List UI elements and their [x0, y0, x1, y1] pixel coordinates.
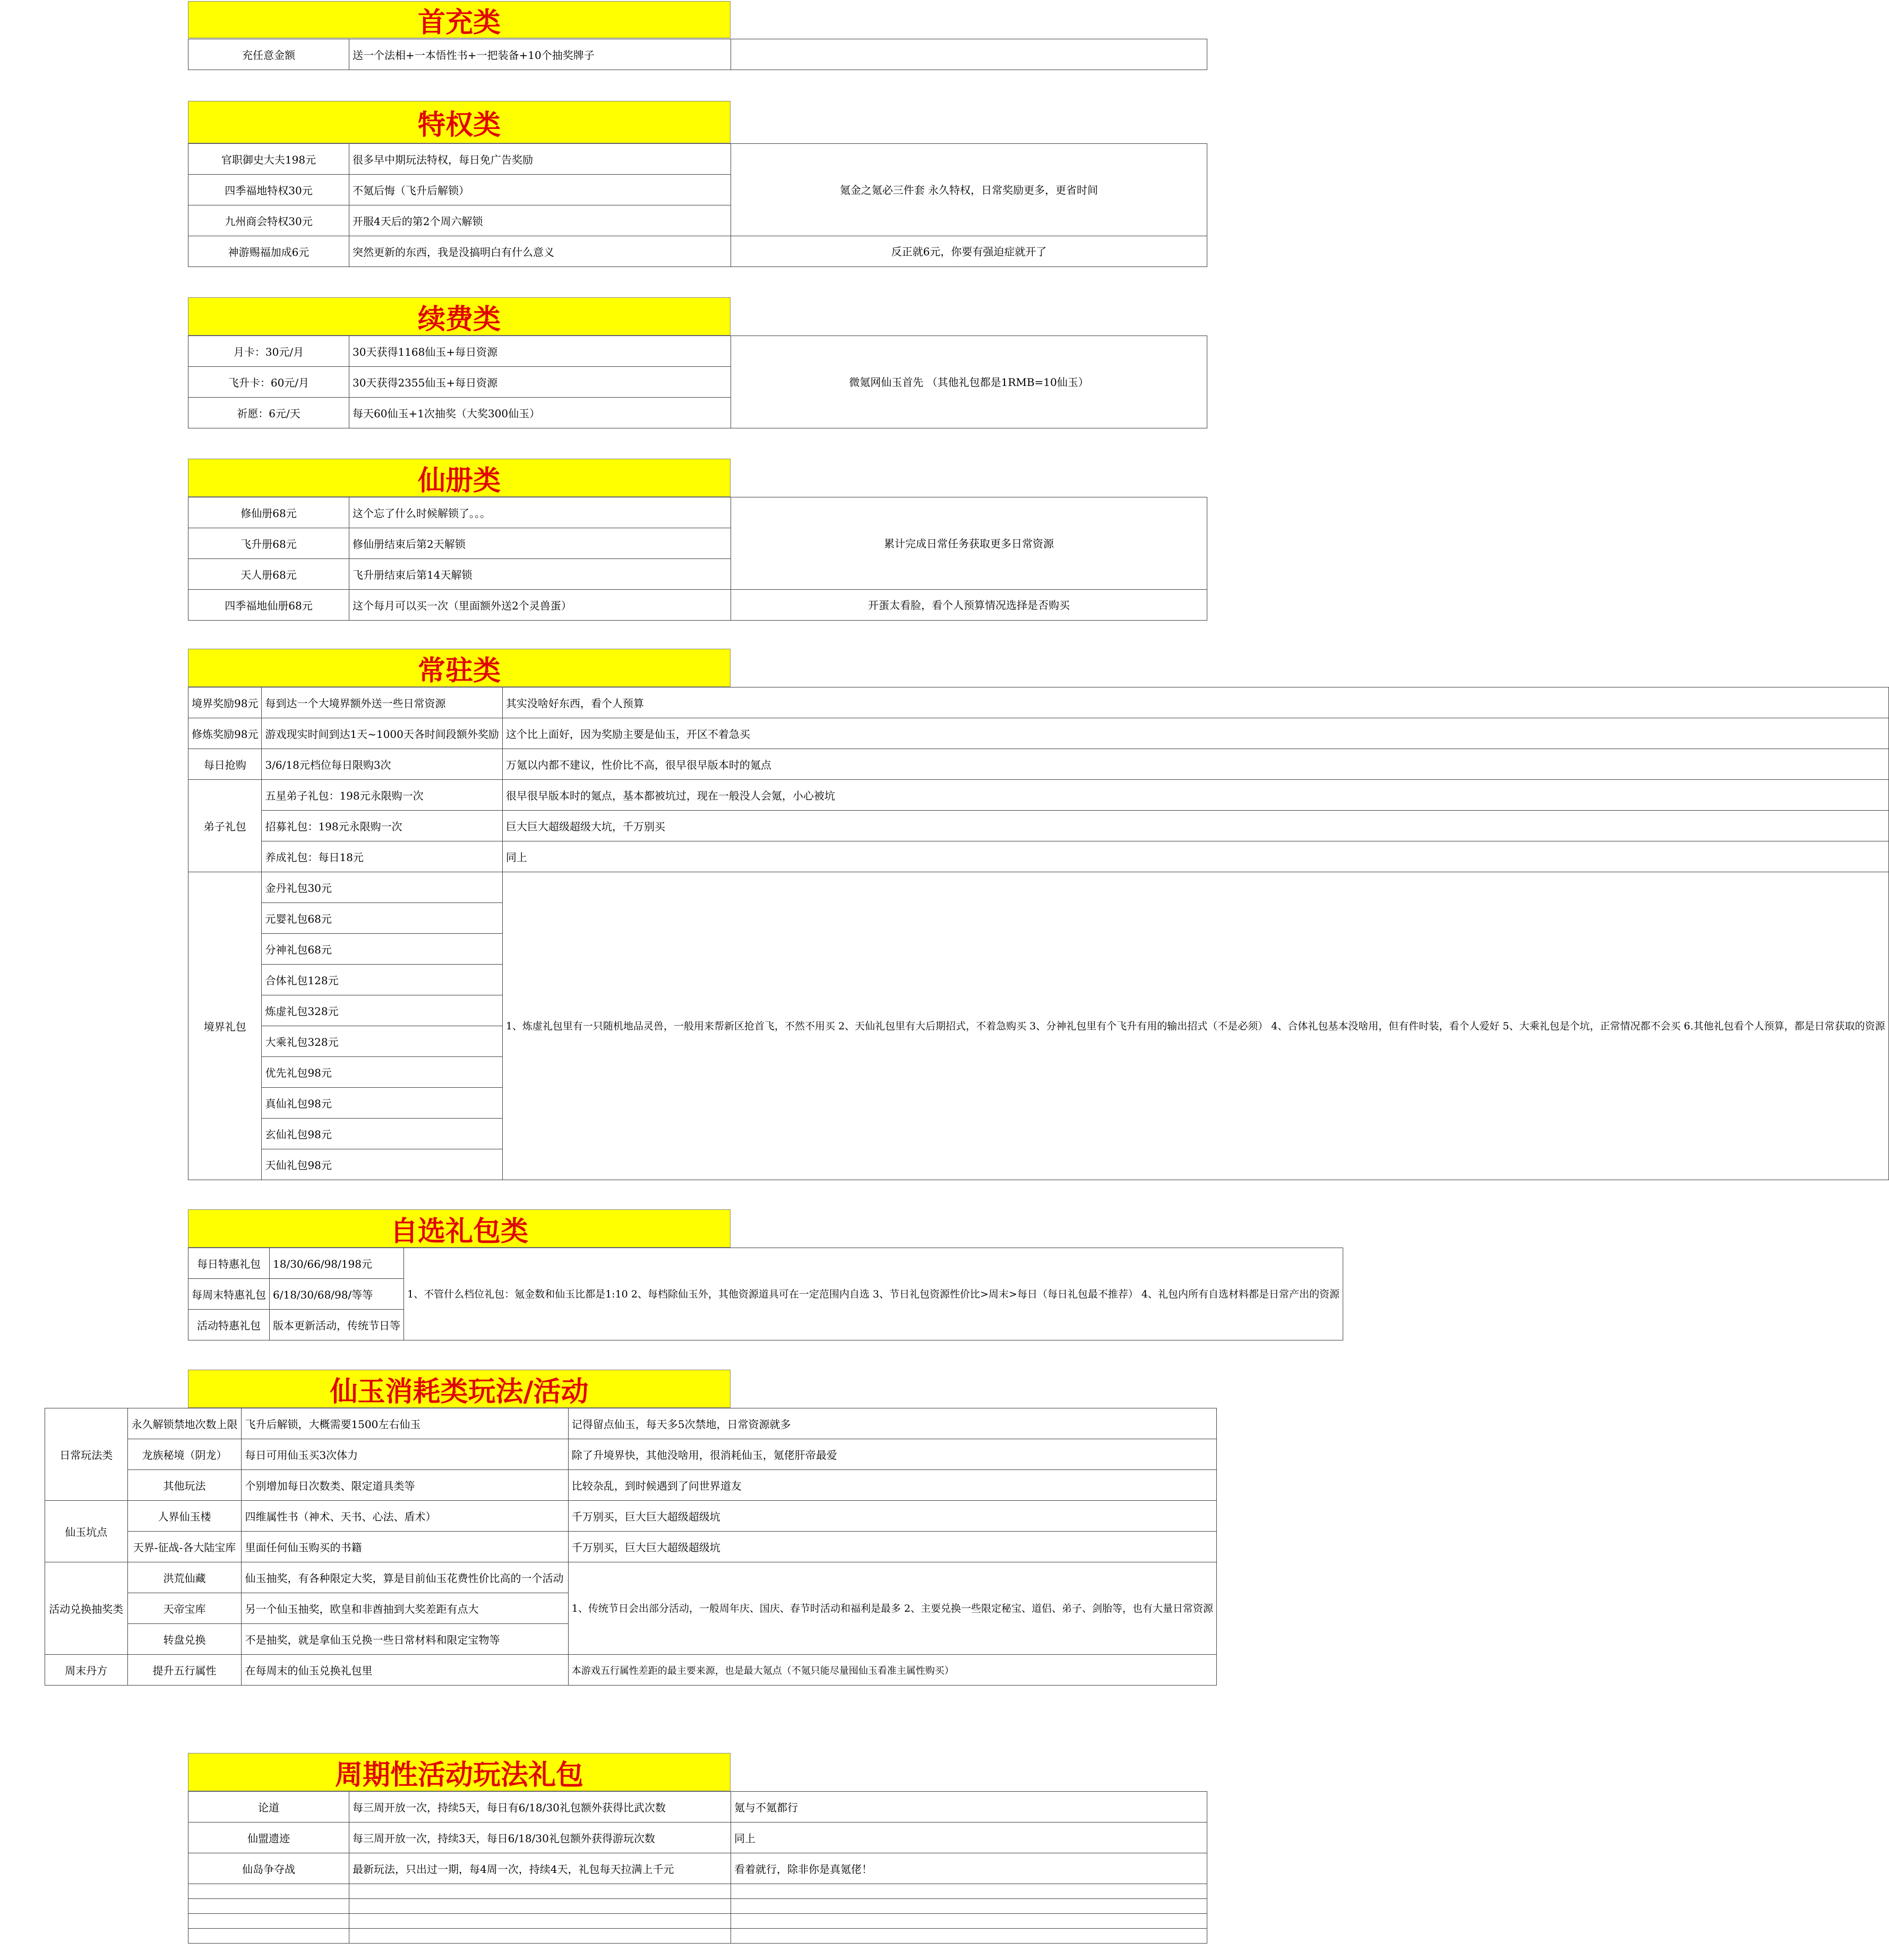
item-desc: 玄仙礼包98元 — [262, 1119, 502, 1149]
permanent-table — [188, 687, 1889, 1180]
item-desc: 送一个法相+一本悟性书+一把装备+10个抽奖牌子 — [349, 39, 731, 70]
section-title-renewal: 续费类 — [188, 297, 731, 336]
item-note: 其实没啥好东西，看个人预算 — [502, 687, 1888, 718]
table-row — [45, 1501, 1217, 1532]
item-desc: 很多早中期玩法特权，每日免广告奖励 — [349, 144, 731, 175]
table-row — [188, 841, 1889, 872]
item-note: 氪与不氪都行 — [731, 1792, 1207, 1823]
item-desc: 这个忘了什么时候解锁了。。。 — [349, 497, 731, 528]
item-note: 氪金之氪必三件套 永久特权，日常奖励更多，更省时间 — [731, 144, 1207, 236]
privilege-table — [188, 143, 1207, 267]
section-title-immortal-book: 仙册类 — [188, 459, 731, 497]
item-note: 同上 — [502, 841, 1888, 872]
item-note: 同上 — [731, 1823, 1207, 1853]
item-name: 修炼奖励98元 — [188, 718, 262, 749]
item-desc: 飞升后解锁，大概需要1500左右仙玉 — [242, 1408, 568, 1439]
item-desc: 仙玉抽奖，有各种限定大奖，算是目前仙玉花费性价比高的一个活动 — [242, 1562, 568, 1593]
jade-consumption-table — [45, 1408, 1217, 1686]
item-name: 每日特惠礼包 — [188, 1248, 270, 1279]
item-desc: 不氪后悔（飞升后解锁） — [349, 175, 731, 205]
item-name: 月卡：30元/月 — [188, 336, 349, 367]
item-name: 神游赐福加成6元 — [188, 236, 349, 267]
item-note: 很早很早版本时的氪点，基本都被坑过，现在一般没人会氪，小心被坑 — [502, 780, 1888, 811]
item-note: 本游戏五行属性差距的最主要来源，也是最大氪点（不氪只能尽量囤仙玉看准主属性购买） — [568, 1655, 1216, 1686]
section-title-privilege: 特权类 — [188, 101, 731, 143]
section-title-jade-consumption: 仙玉消耗类玩法/活动 — [188, 1370, 731, 1408]
item-desc: 每三周开放一次，持续5天，每日有6/18/30礼包额外获得比武次数 — [349, 1792, 731, 1823]
section-title-first-charge: 首充类 — [188, 1, 731, 38]
table-row — [188, 1248, 1343, 1279]
item-name: 论道 — [188, 1792, 349, 1823]
section-title-permanent: 常驻类 — [188, 649, 731, 687]
item-desc: 优先礼包98元 — [262, 1057, 502, 1088]
item-note: 1、不管什么档位礼包：氪金数和仙玉比都是1:10 2、每档除仙玉外，其他资源道具可在一定范围内自选 3、节日礼包资源性价比>周末>每日（每日礼包最不推荐） 4、礼包内所有自选材料都是日常产出的资源 — [404, 1248, 1343, 1340]
section-title-periodic-events: 周期性活动玩法礼包 — [188, 1753, 731, 1791]
item-name: 天帝宝库 — [127, 1593, 242, 1624]
table-row — [45, 1655, 1217, 1686]
item-note: 看着就行，除非你是真氪佬！ — [731, 1853, 1207, 1884]
table-row — [45, 1408, 1217, 1439]
item-name: 天人册68元 — [188, 559, 349, 590]
item-note: 万氪以内都不建议，性价比不高，很早很早版本时的氪点 — [502, 749, 1888, 780]
item-desc: 每三周开放一次，持续3天，每日6/18/30礼包额外获得游玩次数 — [349, 1823, 731, 1853]
item-desc: 天仙礼包98元 — [262, 1149, 502, 1180]
table-row — [188, 336, 1207, 367]
item-desc: 元婴礼包68元 — [262, 903, 502, 934]
item-note: 1、传统节日会出部分活动，一般周年庆、国庆、春节时活动和福利是最多 2、主要兑换一些限定秘宝、道侣、弟子、剑胎等，也有大量日常资源 — [568, 1562, 1216, 1655]
item-desc: 突然更新的东西，我是没搞明白有什么意义 — [349, 236, 731, 267]
item-desc: 四维属性书（神术、天书、心法、盾术） — [242, 1501, 568, 1532]
item-desc: 每天60仙玉+1次抽奖（大奖300仙玉） — [349, 398, 731, 428]
item-note: 1、炼虚礼包里有一只随机地品灵兽，一般用来帮新区抢首飞，不然不用买 2、天仙礼包里有大后期招式，不着急购买 3、分神礼包里有个飞升有用的输出招式（不是必须） 4、合体礼包基本没啥用，但有件时装，看个人爱好 5、大乘礼包是个坑，正常情况都不会买 6.其他礼包看个人预算，都是日常获取的资源 — [502, 872, 1888, 1180]
table-row — [188, 1792, 1207, 1823]
category-name: 日常玩法类 — [45, 1408, 128, 1501]
category-name: 活动兑换抽奖类 — [45, 1562, 128, 1655]
table-row — [45, 1439, 1217, 1470]
table-row — [188, 39, 1207, 70]
item-name: 四季福地仙册68元 — [188, 590, 349, 621]
item-name: 九州商会特权30元 — [188, 205, 349, 236]
item-name: 每周末特惠礼包 — [188, 1279, 270, 1310]
item-desc: 30天获得2355仙玉+每日资源 — [349, 367, 731, 398]
item-desc: 真仙礼包98元 — [262, 1088, 502, 1119]
item-desc: 每日可用仙玉买3次体力 — [242, 1439, 568, 1470]
item-desc: 这个每月可以买一次（里面额外送2个灵兽蛋） — [349, 590, 731, 621]
table-row — [188, 687, 1889, 718]
item-name: 弟子礼包 — [188, 780, 262, 872]
section-title-custom-pack: 自选礼包类 — [188, 1209, 731, 1248]
table-row — [45, 1532, 1217, 1562]
item-name: 祈愿：6元/天 — [188, 398, 349, 428]
item-note: 反正就6元，你要有强迫症就开了 — [731, 236, 1207, 267]
item-note: 除了升境界快，其他没啥用，很消耗仙玉，氪佬肝帝最爱 — [568, 1439, 1216, 1470]
item-name: 天界-征战-各大陆宝库 — [127, 1532, 242, 1562]
table-row — [188, 497, 1207, 528]
category-name: 仙玉坑点 — [45, 1501, 128, 1562]
table-row — [45, 1470, 1217, 1501]
item-name: 境界奖励98元 — [188, 687, 262, 718]
item-note: 千万别买，巨大巨大超级超级坑 — [568, 1501, 1216, 1532]
item-note — [731, 39, 1207, 70]
item-name: 仙岛争夺战 — [188, 1853, 349, 1884]
table-row — [188, 1853, 1207, 1884]
item-name: 充任意金额 — [188, 39, 349, 70]
item-name: 飞升册68元 — [188, 528, 349, 559]
empty-row — [188, 1884, 1207, 1899]
item-note: 比较杂乱，到时候遇到了问世界道友 — [568, 1470, 1216, 1501]
item-desc: 6/18/30/68/98/等等 — [270, 1279, 404, 1310]
item-desc: 五星弟子礼包：198元永限购一次 — [262, 780, 502, 811]
item-desc: 3/6/18元档位每日限购3次 — [262, 749, 502, 780]
item-name: 提升五行属性 — [127, 1655, 242, 1686]
item-name: 龙族秘境（阴龙） — [127, 1439, 242, 1470]
item-name: 飞升卡：60元/月 — [188, 367, 349, 398]
item-desc: 最新玩法，只出过一期，每4周一次，持续4天，礼包每天拉满上千元 — [349, 1853, 731, 1884]
item-desc: 开服4天后的第2个周六解锁 — [349, 205, 731, 236]
periodic-events-table — [188, 1791, 1207, 1944]
item-name: 四季福地特权30元 — [188, 175, 349, 205]
item-note: 千万别买，巨大巨大超级超级坑 — [568, 1532, 1216, 1562]
item-desc: 养成礼包：每日18元 — [262, 841, 502, 872]
table-row — [188, 236, 1207, 267]
table-row — [188, 872, 1889, 903]
item-name: 洪荒仙藏 — [127, 1562, 242, 1593]
table-row — [188, 811, 1889, 841]
item-name: 官职御史大夫198元 — [188, 144, 349, 175]
table-row — [45, 1562, 1217, 1593]
table-row — [188, 1823, 1207, 1853]
item-desc: 在每周末的仙玉兑换礼包里 — [242, 1655, 568, 1686]
item-desc: 30天获得1168仙玉+每日资源 — [349, 336, 731, 367]
item-desc: 招募礼包：198元永限购一次 — [262, 811, 502, 841]
item-note: 这个比上面好，因为奖励主要是仙玉，开区不着急买 — [502, 718, 1888, 749]
table-row — [188, 718, 1889, 749]
item-desc: 个别增加每日次数类、限定道具类等 — [242, 1470, 568, 1501]
item-desc: 大乘礼包328元 — [262, 1026, 502, 1057]
item-desc: 不是抽奖，就是拿仙玉兑换一些日常材料和限定宝物等 — [242, 1624, 568, 1655]
category-name: 周末丹方 — [45, 1655, 128, 1686]
item-desc: 版本更新活动，传统节日等 — [270, 1310, 404, 1340]
item-note: 记得留点仙玉，每天多5次禁地，日常资源就多 — [568, 1408, 1216, 1439]
empty-row — [188, 1929, 1207, 1944]
table-row — [188, 749, 1889, 780]
item-name: 活动特惠礼包 — [188, 1310, 270, 1340]
item-note: 开蛋太看脸，看个人预算情况选择是否购买 — [731, 590, 1207, 621]
empty-row — [188, 1914, 1207, 1929]
item-desc: 另一个仙玉抽奖，欧皇和非酋抽到大奖差距有点大 — [242, 1593, 568, 1624]
custom-pack-table — [188, 1248, 1343, 1340]
immortal-book-table — [188, 497, 1207, 621]
item-note: 巨大巨大超级超级大坑，千万别买 — [502, 811, 1888, 841]
item-desc: 18/30/66/98/198元 — [270, 1248, 404, 1279]
first-charge-table — [188, 39, 1207, 70]
table-row — [188, 144, 1207, 175]
item-name: 永久解锁禁地次数上限 — [127, 1408, 242, 1439]
table-row — [188, 780, 1889, 811]
item-note: 累计完成日常任务获取更多日常资源 — [731, 497, 1207, 590]
item-name: 每日抢购 — [188, 749, 262, 780]
item-desc: 金丹礼包30元 — [262, 872, 502, 903]
item-name: 人界仙玉楼 — [127, 1501, 242, 1532]
item-desc: 飞升册结束后第14天解锁 — [349, 559, 731, 590]
item-name: 其他玩法 — [127, 1470, 242, 1501]
item-name: 仙盟遗迹 — [188, 1823, 349, 1853]
item-name: 境界礼包 — [188, 872, 262, 1180]
item-desc: 里面任何仙玉购买的书籍 — [242, 1532, 568, 1562]
item-desc: 每到达一个大境界额外送一些日常资源 — [262, 687, 502, 718]
item-desc: 合体礼包128元 — [262, 965, 502, 995]
empty-row — [188, 1899, 1207, 1914]
item-desc: 游戏现实时间到达1天~1000天各时间段额外奖励 — [262, 718, 502, 749]
item-desc: 炼虚礼包328元 — [262, 995, 502, 1026]
item-name: 修仙册68元 — [188, 497, 349, 528]
table-row — [188, 590, 1207, 621]
item-note: 微氪网仙玉首先 （其他礼包都是1RMB=10仙玉） — [731, 336, 1207, 428]
item-name: 转盘兑换 — [127, 1624, 242, 1655]
item-desc: 分神礼包68元 — [262, 934, 502, 965]
item-desc: 修仙册结束后第2天解锁 — [349, 528, 731, 559]
renewal-table — [188, 336, 1207, 428]
